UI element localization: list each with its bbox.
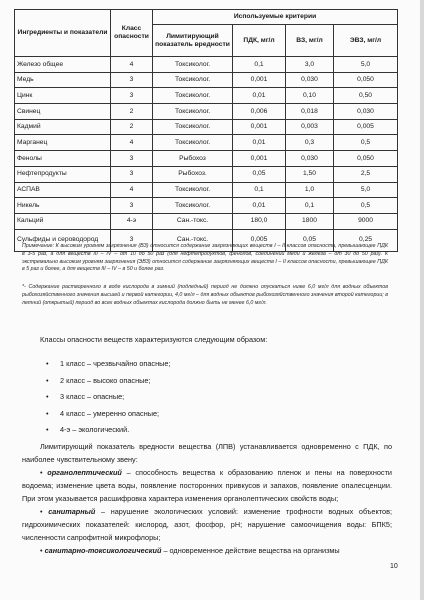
- cell-pdk: 0,001: [233, 151, 286, 167]
- cell-lim: Сан.-токс.: [153, 229, 233, 251]
- sanitary-toxicological-term: санитарно-токсикологический: [44, 546, 162, 555]
- header-criteria-group: Используемые критерии: [153, 10, 398, 25]
- table-row: [15, 104, 398, 120]
- cell-evz: 0,50: [334, 88, 398, 104]
- cell-lim: Токсиколог.: [153, 119, 233, 135]
- cell-vz: 0,018: [286, 104, 334, 120]
- hazard-class-item: • 1 класс – чрезвычайно опасные;: [46, 356, 170, 373]
- cell-vz: 1,50: [286, 166, 334, 182]
- cell-name: Кадмий: [15, 119, 111, 135]
- cell-lim: Токсиколог.: [153, 57, 233, 73]
- cell-vz: 0,3: [286, 135, 334, 151]
- organoleptic-paragraph: • органолептический – способность вещества к образованию пленок и пены на поверхности водоема; изменение цвета воды, появление посторонних привкусов и запахов, появление опалесценции. При этом указывается расшифровка характера изменения органолептических свойств воды;: [22, 468, 392, 503]
- table-row: [15, 72, 398, 88]
- cell-name: АСПАВ: [15, 182, 111, 198]
- table-row: [15, 57, 398, 73]
- cell-evz: 0,030: [334, 104, 398, 120]
- cell-lim: Токсиколог.: [153, 72, 233, 88]
- cell-name: Фенолы: [15, 151, 111, 167]
- organoleptic-text: – способность вещества к образованию пленок и пены на поверхности водоема; изменение цвета воды, появление посторонних привкусов и запахов, появление опалесценции. При этом указывается расшифровка характера изменения органолептических свойств воды;: [22, 468, 392, 503]
- cell-vz: 0,1: [286, 198, 334, 214]
- cell-cls: 3: [111, 198, 153, 214]
- cell-pdk: 0,001: [233, 119, 286, 135]
- sanitary-toxicological-text: – одновременное действие вещества на организмы: [161, 546, 340, 555]
- cell-name: Нефтепродукты: [15, 166, 111, 182]
- cell-cls: 4: [111, 135, 153, 151]
- cell-pdk: 0,006: [233, 104, 286, 120]
- cell-vz: 1,0: [286, 182, 334, 198]
- cell-evz: 0,5: [334, 198, 398, 214]
- page-number: 10: [390, 563, 398, 570]
- cell-cls: 2: [111, 119, 153, 135]
- cell-pdk: 0,01: [233, 198, 286, 214]
- cell-lim: Токсиколог.: [153, 88, 233, 104]
- cell-evz: 0,5: [334, 135, 398, 151]
- cell-lim: Токсиколог.: [153, 182, 233, 198]
- table-row: [15, 182, 398, 198]
- cell-pdk: 0,001: [233, 72, 286, 88]
- sanitary-paragraph: • санитарный – нарушение экологических условий: изменение трофности водных объектов; гидрохимических показателей: кислород, азот, фосфор, рН; нарушение самоочищения воды: БПК5; численности сапрофитной микрофлоры;: [22, 507, 392, 542]
- cell-vz: 0,003: [286, 119, 334, 135]
- cell-name: Цинк: [15, 88, 111, 104]
- cell-cls: 3: [111, 88, 153, 104]
- cell-evz: 2,5: [334, 166, 398, 182]
- table-row: [15, 198, 398, 214]
- cell-name: Сульфиды и сероводород: [15, 229, 111, 251]
- cell-cls: 3: [111, 166, 153, 182]
- cell-pdk: 0,005: [233, 229, 286, 251]
- sanitary-term: санитарный: [48, 507, 96, 516]
- criteria-table-body: [15, 57, 398, 252]
- hazard-class-item: • 2 класс – высоко опасные;: [46, 373, 170, 390]
- header-evz: ЭВЗ, мг/л: [334, 25, 398, 57]
- cell-name: Медь: [15, 72, 111, 88]
- cell-vz: 0,10: [286, 88, 334, 104]
- cell-vz: 0,030: [286, 151, 334, 167]
- cell-name: Свинец: [15, 104, 111, 120]
- cell-pdk: 0,05: [233, 166, 286, 182]
- organoleptic-term: органолептический: [47, 468, 122, 477]
- hazard-class-item: • 3 класс – опасные;: [46, 389, 170, 406]
- lpv-paragraph: Лимитирующий показатель вредности вещества (ЛПВ) устанавливается одновременно с ПДК, по наиболее чувствительному звену:: [22, 442, 392, 464]
- table-row: [15, 166, 398, 182]
- cell-evz: 9000: [334, 213, 398, 229]
- cell-cls: 2: [111, 104, 153, 120]
- cell-lim: Рыбохоз.: [153, 166, 233, 182]
- cell-evz: 5,0: [334, 57, 398, 73]
- cell-name: Марганец: [15, 135, 111, 151]
- header-limiting: Лимитирующий показатель вредности: [153, 25, 233, 57]
- cell-evz: 0,25: [334, 229, 398, 251]
- hazard-class-item: • 4-э – экологический.: [46, 422, 170, 439]
- cell-lim: Рыбохоз: [153, 151, 233, 167]
- cell-pdk: 0,01: [233, 88, 286, 104]
- hazard-class-item: • 4 класс – умеренно опасные;: [46, 406, 170, 423]
- cell-vz: 0,05: [286, 229, 334, 251]
- hazard-class-list: [46, 356, 170, 439]
- cell-name: Кальций: [15, 213, 111, 229]
- table-row: [15, 88, 398, 104]
- sanitary-toxicological-paragraph: • санитарно-токсикологический – одновременное действие вещества на организмы: [40, 546, 340, 555]
- cell-vz: 0,030: [286, 72, 334, 88]
- intro-text: Классы опасности веществ характеризуются следующим образом:: [40, 335, 268, 344]
- cell-pdk: 0,01: [233, 135, 286, 151]
- cell-evz: 0,050: [334, 151, 398, 167]
- cell-pdk: 0,1: [233, 182, 286, 198]
- main-text: [22, 440, 392, 557]
- cell-evz: 5,0: [334, 182, 398, 198]
- header-ingredients: Ингредиенты и показатели: [15, 10, 111, 57]
- cell-lim: Токсиколог.: [153, 135, 233, 151]
- cell-evz: 0,050: [334, 72, 398, 88]
- cell-vz: 1800: [286, 213, 334, 229]
- table-row: [15, 151, 398, 167]
- header-vz: ВЗ, мг/л: [286, 25, 334, 57]
- note-oxygen: *- Содержание растворенного в воде кислорода в зимний (подледный) период не должно опускаться ниже 6,0 мг/л для водных объектов рыбохозяйственного значения высшей и первой категории, 4,0 мг/л – для водных объектов рыбохозяйственного значения второй категории; в летний (открытый) период во всех водных объектах кислорода должно быть не менее 6,0 мг/л.: [22, 284, 388, 306]
- cell-vz: 3,0: [286, 57, 334, 73]
- cell-evz: 0,005: [334, 119, 398, 135]
- cell-cls: 3: [111, 229, 153, 251]
- sanitary-text: – нарушение экологических условий: изменение трофности водных объектов; гидрохимических показателей: кислород, азот, фосфор, рН; нарушение самоочищения воды: БПК5; численности сапрофитной микрофлоры;: [22, 507, 392, 542]
- cell-cls: 3: [111, 72, 153, 88]
- criteria-table: [14, 9, 398, 252]
- cell-pdk: 0,1: [233, 57, 286, 73]
- cell-cls: 3: [111, 151, 153, 167]
- table-row: [15, 135, 398, 151]
- header-pdk: ПДК, мг/л: [233, 25, 286, 57]
- intro-paragraph: [22, 333, 392, 346]
- cell-lim: Токсиколог.: [153, 104, 233, 120]
- cell-lim: Токсиколог.: [153, 198, 233, 214]
- cell-lim: Сан.-токс.: [153, 213, 233, 229]
- note-high-levels: Примечание: К высоким уровням загрязнения (ВЗ) относится содержание загрязняющих веществ I – II классов опасности, превышающее ПДК в 3-5 раз, а для веществ III – IV – от 10 до 50 раз (для нефтепродуктов, фенолов, соединений меди и железа – от 30 до 50 раз). К экстремально высоким уровням загрязнения (ЭВЗ) относится содержание загрязняющих веществ I – II классов опасности, превышающее ПДК в 5 раз и более, а для веществ III – IV – в 50 и более раз.: [22, 243, 388, 273]
- cell-cls: 4-э: [111, 213, 153, 229]
- table-row: [15, 213, 398, 229]
- table-row: [15, 119, 398, 135]
- cell-cls: 4: [111, 182, 153, 198]
- cell-pdk: 180,0: [233, 213, 286, 229]
- page-edge: [420, 0, 424, 600]
- cell-name: Железо общее: [15, 57, 111, 73]
- cell-cls: 4: [111, 57, 153, 73]
- cell-name: Никель: [15, 198, 111, 214]
- header-hazard-class: Класс опасности: [111, 10, 153, 57]
